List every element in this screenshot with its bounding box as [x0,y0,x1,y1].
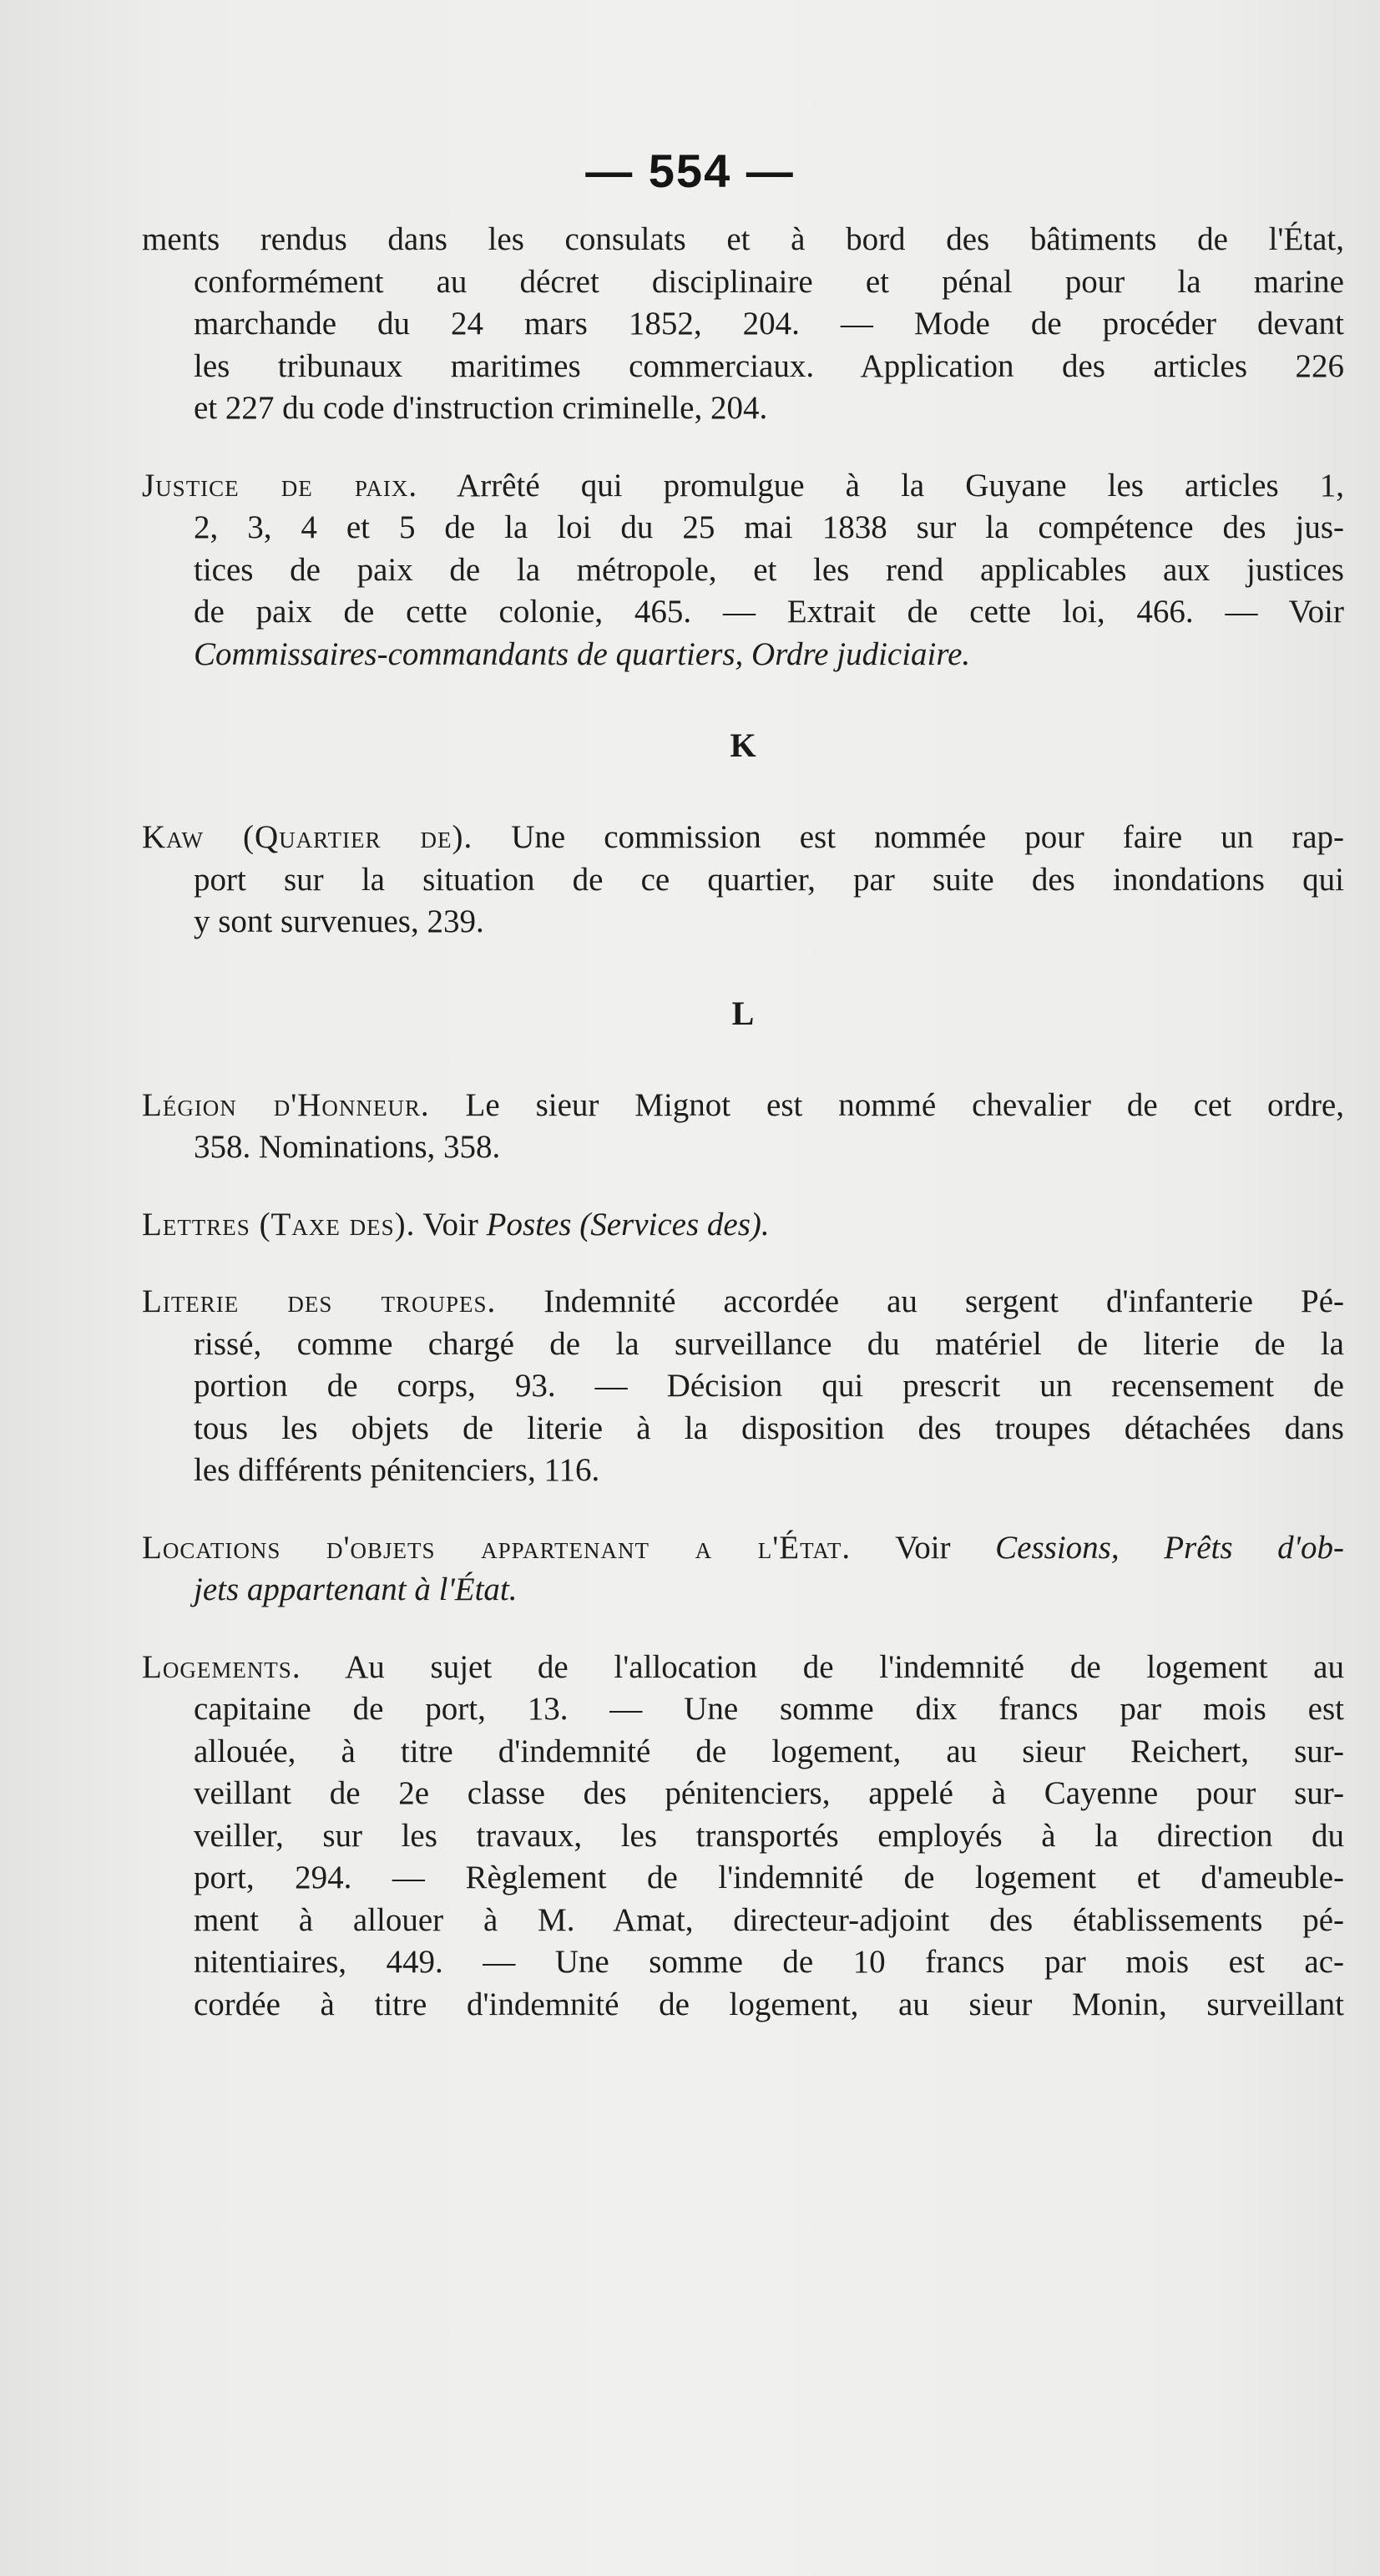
index-content [142,219,1344,2061]
text-line: marchande du 24 mars 1852, 204. — Mode de procéder devant [194,306,1344,342]
entry-heading: Literie des troupes. [142,1283,497,1319]
entry-heading: Kaw (Quartier de). [142,819,473,855]
cross-reference: jets appartenant à l'État. [194,1571,518,1607]
text-line: 2, 3, 4 et 5 de la loi du 25 mai 1838 sur la compétence des jus- [194,509,1344,545]
text-line [142,1204,1344,1247]
cross-reference: Postes (Services des). [486,1206,770,1242]
entry-text: Indemnité accordée au sergent d'infanterie Pé- [496,1283,1344,1319]
entry-heading: Logements. [142,1648,301,1685]
text-line: veiller, sur les travaux, les transportés employés à la direction du [194,1817,1344,1854]
text-line: y sont survenues, 239. [194,903,484,939]
text-line: les tribunaux maritimes commerciaux. Application des articles 226 [194,347,1344,384]
entry-text: Voir [851,1529,996,1566]
entry-text: Au sujet de l'allocation de l'indemnité de logement au [301,1648,1344,1685]
text-line [142,1281,1344,1323]
text-line: rissé, comme chargé de la surveillance du matériel de literie de la [194,1325,1344,1362]
entry-text: Le sieur Mignot est nommé chevalier de cet ordre, [429,1086,1344,1123]
cross-reference: Cessions, Prêts d'ob- [995,1529,1344,1566]
entry-kaw [142,817,1344,944]
text-line: allouée, à titre d'indemnité de logement, au sieur Reichert, sur- [194,1733,1344,1769]
text-line: tices de paix de la métropole, et les rend applicables aux justices [194,551,1344,588]
text-line: 358. Nominations, 358. [194,1129,501,1165]
text-line: portion de corps, 93. — Décision qui prescrit un recensement de [194,1368,1344,1404]
page-number: — 554 — [585,144,795,197]
text-line [142,817,1344,859]
text-line: de paix de cette colonie, 465. — Extrait de cette loi, 466. — Voir [194,594,1344,630]
text-line: port sur la situation de ce quartier, par suite des inondations qui [194,861,1344,898]
text-line: les différents pénitenciers, 116. [194,1452,600,1488]
text-line: nitentiaires, 449. — Une somme de 10 francs par mois est ac- [194,1944,1344,1980]
text-line: veillant de 2e classe des pénitenciers, appelé à Cayenne pour sur- [194,1775,1344,1811]
entry-heading: Légion d'Honneur. [142,1086,430,1123]
text-line [142,1085,1344,1127]
text-line: capitaine de port, 13. — Une somme dix francs par mois est [194,1691,1344,1727]
entry-lettres [142,1204,1344,1247]
entry-heading: Lettres (Taxe des). [142,1206,416,1242]
section-letter-l: L [731,994,755,1032]
text-line: cordée à titre d'indemnité de logement, au sieur Monin, surveillant [194,1986,1344,2022]
text-line: ment à allouer à M. Amat, directeur-adjoint des établissements pé- [194,1901,1344,1938]
entry-heading: Locations d'objets appartenant a l'État. [142,1529,852,1566]
text-line: tous les objets de literie à la disposition des troupes détachées dans [194,1409,1344,1446]
text-line [142,1527,1344,1570]
continued-entry [142,219,1344,430]
entry-literie [142,1281,1344,1492]
text-line [142,465,1344,508]
entry-text: Une commission est nommée pour faire un rap- [473,819,1344,855]
entry-justice-de-paix [142,465,1344,676]
entry-logements [142,1647,1344,2027]
text-line: ments rendus dans les consulats et à bord des bâtiments de l'État, [142,221,1344,257]
section-letter-k: K [730,726,756,764]
text-line [142,1647,1344,1689]
entry-locations [142,1527,1344,1612]
text-line: port, 294. — Règlement de l'indemnité de logement et d'ameuble- [194,1860,1344,1895]
entry-heading: Justice de paix. [142,467,418,504]
text-line: et 227 du code d'instruction criminelle, 204. [194,390,768,426]
entry-legion-honneur [142,1085,1344,1169]
text-line: conformément au décret disciplinaire et pénal pour la marine [194,263,1344,300]
entry-text: Voir [415,1206,487,1242]
entry-text: Arrêté qui promulgue à la Guyane les articles 1, [417,467,1344,504]
cross-reference: Commissaires-commandants de quartiers, Ordre judiciaire. [194,635,971,672]
